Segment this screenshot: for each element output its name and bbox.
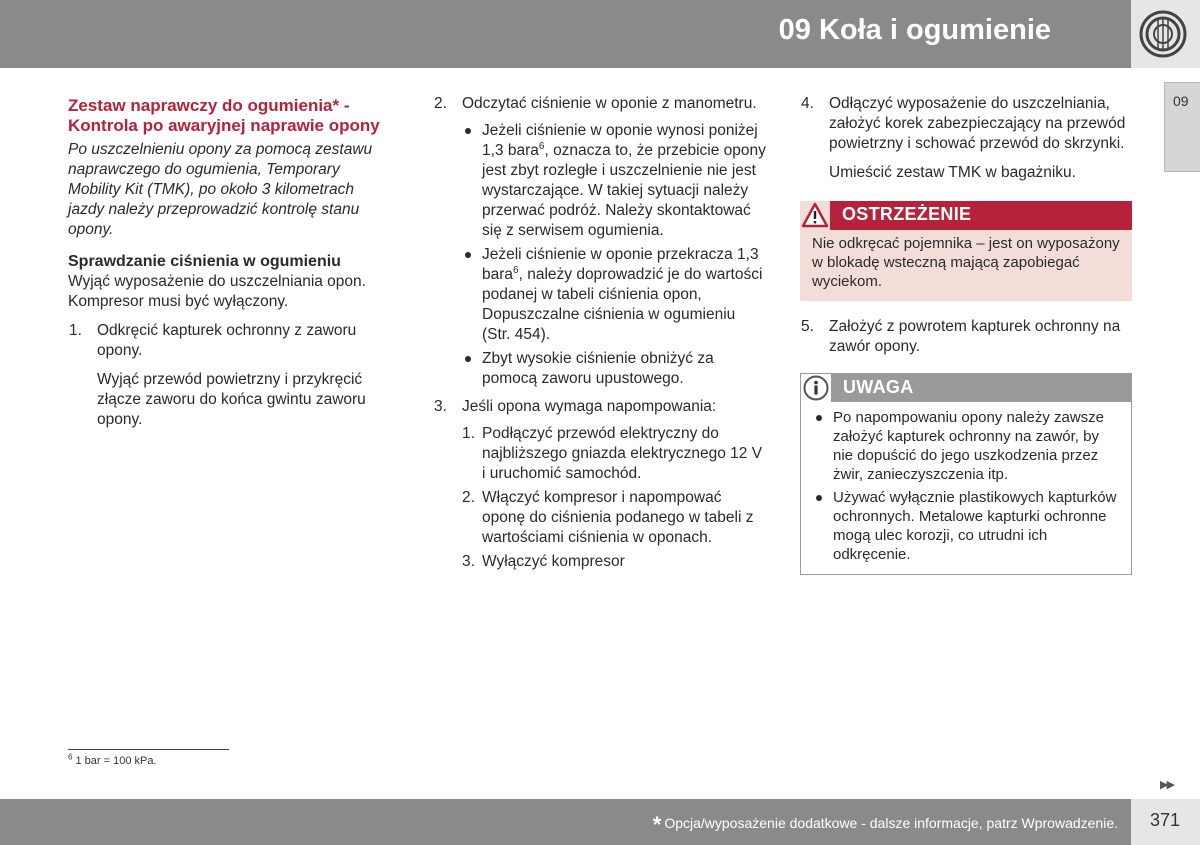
step-1 [68,321,388,430]
step-1-extra: Wyjąć przewód powietrzny i przykręcić złącze zaworu do końca gwintu zaworu opony. [97,371,366,428]
step-2-bullets [462,121,768,389]
chapter-side-tab[interactable] [1164,82,1200,172]
wheel-icon [1139,10,1187,58]
step-2-number: 2. [434,95,447,112]
chapter-icon-box [1131,0,1200,68]
page-header [0,0,1131,68]
info-icon [801,374,831,402]
step-4-extra: Umieścić zestaw TMK w bagażniku. [829,164,1076,181]
footnote-ref[interactable]: 6 [513,264,519,276]
step-4 [800,94,1132,183]
column-middle [433,94,768,576]
paragraph-preparation: Wyjąć wyposażenie do uszczelniania opon. Kompresor musi być wyłączony. [68,273,366,310]
page-number-box [1131,799,1200,845]
column-left [68,94,388,430]
step-3 [433,397,768,572]
step-3-text: Jeśli opona wymaga napompowania: [462,398,717,415]
step-4-number: 4. [801,95,814,112]
substep-3: 3. Wyłączyć kompresor [462,553,625,570]
substep-1: 1. Podłączyć przewód elektryczny do najbliższego gniazda elektrycznego 12 V i uruchomić samochód. [462,425,763,482]
asterisk-icon: * [652,812,662,837]
footnote-divider [68,749,229,750]
step-3-sublist [462,424,768,572]
step-1-text: Odkręcić kapturek ochronny z zaworu opony. [97,322,357,359]
bullet-high-pressure: Jeżeli ciśnienie w oponie przekracza 1,3 bara$^6$, należy doprowadzić je do wartości podanej w tabeli ciśnienia opon, Dopuszczalne ciśnienia w ogumieniu (Str. 454). [462,245,768,345]
chapter-title: 09 Koła i ogumienie [778,14,1051,46]
footer-note: * Opcja/wyposażenie dodatkowe - dalsze informacje, patrz Wprowadzenie. [652,812,1118,837]
note-title: UWAGA [843,377,914,397]
warning-text: Nie odkręcać pojemnika – jest on wyposażony w blokadę wsteczną mającą zapobiegać wyciekom. [812,235,1120,290]
page-number: 371 [1150,810,1181,830]
step-1-number: 1. [69,322,82,339]
step-2-text: Odczytać ciśnienie w oponie z manometru. [462,95,757,112]
step-4-text: Odłączyć wyposażenie do uszczelniania, założyć korek zabezpieczający na przewód powietrzny i schować przewód do skrzynki. [829,95,1126,152]
column-right [800,94,1132,575]
bullet-low-pressure: Jeżeli ciśnienie w oponie wynosi poniżej 1,3 bara$^6$, oznacza to, że przebicie opony jest zbyt rozległe i uszczelnienie nie jest wystarczające. W takiej sytuacji należy przerwać podróż. Należy skontaktować się z serwisem ogumienia. [462,121,768,241]
step-5-number: 5. [801,318,814,335]
step-3-number: 3. [434,398,447,415]
chapter-side-tab-label: 09 [1173,93,1189,109]
warning-box [800,201,1132,301]
footnote: $^6$ 1 bar = 100 kPa. [68,752,157,767]
substep-2: 2. Włączyć kompresor i napompować oponę do ciśnienia podanego w tabeli z wartościami ciśnienia w oponach. [462,489,754,546]
note-bullet-plastic: Używać wyłącznie plastikowych kapturków ochronnych. Metalowe kapturki ochronne mogą ulec korozji, co utrudni ich odkręcenie. [813,488,1121,564]
warning-title: OSTRZEŻENIE [842,204,972,224]
note-bullet-cap: Po napompowaniu opony należy zawsze założyć kapturek ochronny na zawór, by nie dopuścić do jego uszkodzenia przez żwir, zanieczyszczenia itp. [813,408,1121,484]
step-2 [433,94,768,389]
footnote-ref[interactable]: 6 [538,140,545,152]
page-footer [0,799,1131,845]
section-title: Zestaw naprawczy do ogumienia* - Kontrola po awaryjnej naprawie opony [68,96,380,135]
double-arrow-right-icon[interactable]: ▶▶ [1160,779,1173,791]
warning-triangle-icon [800,201,830,230]
step-5-text: Założyć z powrotem kapturek ochronny na zawór opony. [829,318,1121,355]
intro-text: Po uszczelnieniu opony za pomocą zestawu naprawczego do ogumienia, Temporary Mobility Kit (TMK), po około 3 kilometrach jazdy należy przeprowadzić kontrolę stanu opony. [68,141,373,238]
note-body [801,402,1131,574]
note-box [800,373,1132,575]
step-5 [800,317,1132,357]
subheading-pressure-check: Sprawdzanie ciśnienia w ogumieniu [68,253,341,270]
bullet-too-high: Zbyt wysokie ciśnienie obniżyć za pomocą zaworu upustowego. [462,349,768,389]
note-header [801,374,1131,402]
warning-header [800,201,1132,230]
